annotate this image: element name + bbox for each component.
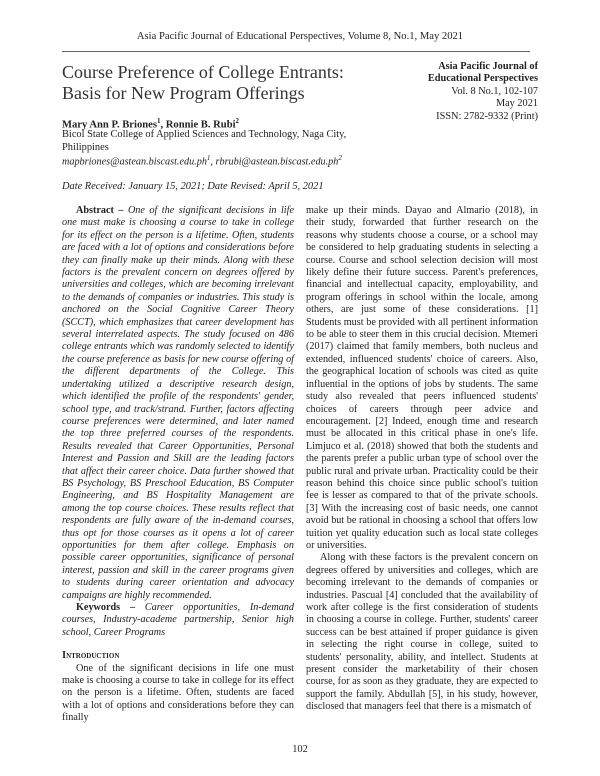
body-paragraph-2: Along with these factors is the prevalent concern on degrees offered by universities and colleges, which are becoming irrelevant to the demands of companies or industries. Pascual [4] concluded that the availability of work after college is the first consideration of students in choosing a course in college. Further, students' career success can be best attained if proper guidance is given in selecting the right course in college, suited to students' personality, ability, and intellect. Students at present consider the marketability of their chosen course, for as soon as they graduate, they are expected to support the family. Abdullah [5], in his study, however, disclosed that managers feel that there is a mismatch of (306, 552, 538, 713)
journal-issn: ISSN: 2782-9332 (Print) (436, 110, 538, 122)
author-2: Ronnie B. Rubi (165, 119, 236, 131)
running-head: Asia Pacific Journal of Educational Perspectives, Volume 8, No.1, May 2021 (136, 31, 464, 42)
header-rule (62, 51, 530, 52)
abstract-label: Abstract – (76, 205, 124, 216)
keywords-text: Career opportunities, In-demand courses, Industry-academe partnership, Senior high school, Career Programs (62, 602, 294, 638)
page-number: 102 (292, 744, 308, 755)
submission-dates: Date Received: January 15, 2021; Date Revised: April 5, 2021 (62, 181, 324, 192)
right-column (306, 205, 538, 714)
email-1[interactable]: mapbriones@astean.biscast.edu.ph (62, 156, 207, 168)
introduction-paragraph: One of the significant decisions in life one must make is choosing a course to take in college for its effect on the person is a lifetime. Often, students are faced with a lot of options and considerations before they can finally (62, 662, 294, 724)
abstract-text: One of the significant decisions in life one must make is choosing a course to take in college for its effect on the person is a lifetime. Often, students are faced with a lot of options and considerations before they can finally make up their minds. Along with these factors is the prevalent concern on degrees offered by universities and colleges, which are becoming irrelevant to the demands of companies or industries. This study is anchored on the Social Cognitive Career Theory (SCCT), which emphasizes that career development has several interrelated aspects. The study focused on 486 college entrants which was randomly selected to identify the course preference as basis for new course offering of the different departments of the College. This undertaking utilized a descriptive research design, which identified the profile of the respondents' gender, school type, and track/strand. Further, factors affecting course preferences were determined, and later named the top three preferred courses of the respondents. Results revealed that Career Opportunities, Personal Interest and Passion and Skill are the leading factors that affect their career choice. Data further showed that BS Psychology, BS Preschool Education, BS Computer Engineering, and BS Hospitality Management are among the top course choices. These results reflect that respondents are fully aware of the in-demand courses, thus opt for those courses as it opens a lot of career opportunities for them after college. Emphasis on possible career opportunities, significance of personal interest, passion and skill in the career programs given to students during career orientation and advocacy campaigns are highly recommended. (62, 205, 294, 601)
journal-date: May 2021 (495, 98, 538, 110)
author-1-mark: 1 (156, 117, 161, 125)
body-paragraph-1: make up their minds. Dayao and Almario (2018), in their study, forwarded that further research on the reasons why students choose a course, or a school may be considered to help graduating students in selecting a course. Course and school selection decision will most likely define their future success. Parent's preferences, financial and intellectual capacity, employability, and program offerings in school within the locale, among others, are just some of these considerations. [1] Students must be provided with all pertinent information to be able to steer them in this crucial decision. Mtemeri (2017) claimed that family members, both nucleus and extended, influenced students' choice of careers. Also, the geographical location of schools was cited as quite influential in the options of jobs by students. The same study also revealed that peers influenced students' choices of careers through peer advice and encouragement. [2] Indeed, enough time and research must be allocated in this critical phase in one's life. Limjuco et al. (2018) showed that both the students and the parents prefer a public urban type of school over the public rural and private urban. Practicality could be their reason behind this choice since public school's tuition fee is lesser as compared to that of the private schools. [3] With the increasing cost of basic needs, one cannot avoid but be rational in choosing a school that offers low tuition yet quality education such as local state colleges or universities. (306, 205, 538, 551)
affiliation: Bicol State College of Applied Sciences and Technology, Naga City, Philippines (62, 129, 347, 153)
author-2-mark: 2 (235, 117, 240, 125)
paper-title: Course Preference of College Entrants: Basis for New Program Offerings (62, 62, 344, 103)
keywords (62, 602, 294, 639)
email-1-mark: 1 (206, 154, 211, 162)
author-separator: , (160, 119, 166, 131)
introduction-heading: Introduction (62, 650, 120, 662)
journal-name: Asia Pacific Journal of Educational Perspectives (427, 61, 538, 85)
keywords-label: Keywords – (76, 602, 136, 613)
email-separator: , (210, 156, 216, 168)
email-2-mark: 2 (338, 154, 342, 162)
journal-volume: Vol. 8 No.1, 102-107 (451, 85, 538, 97)
left-column (62, 205, 294, 725)
author-1: Mary Ann P. Briones (62, 119, 157, 131)
email-line (62, 154, 342, 167)
abstract (62, 205, 294, 602)
journal-info (388, 61, 538, 123)
email-2[interactable]: rbrubi@astean.biscast.edu.ph (215, 156, 339, 168)
